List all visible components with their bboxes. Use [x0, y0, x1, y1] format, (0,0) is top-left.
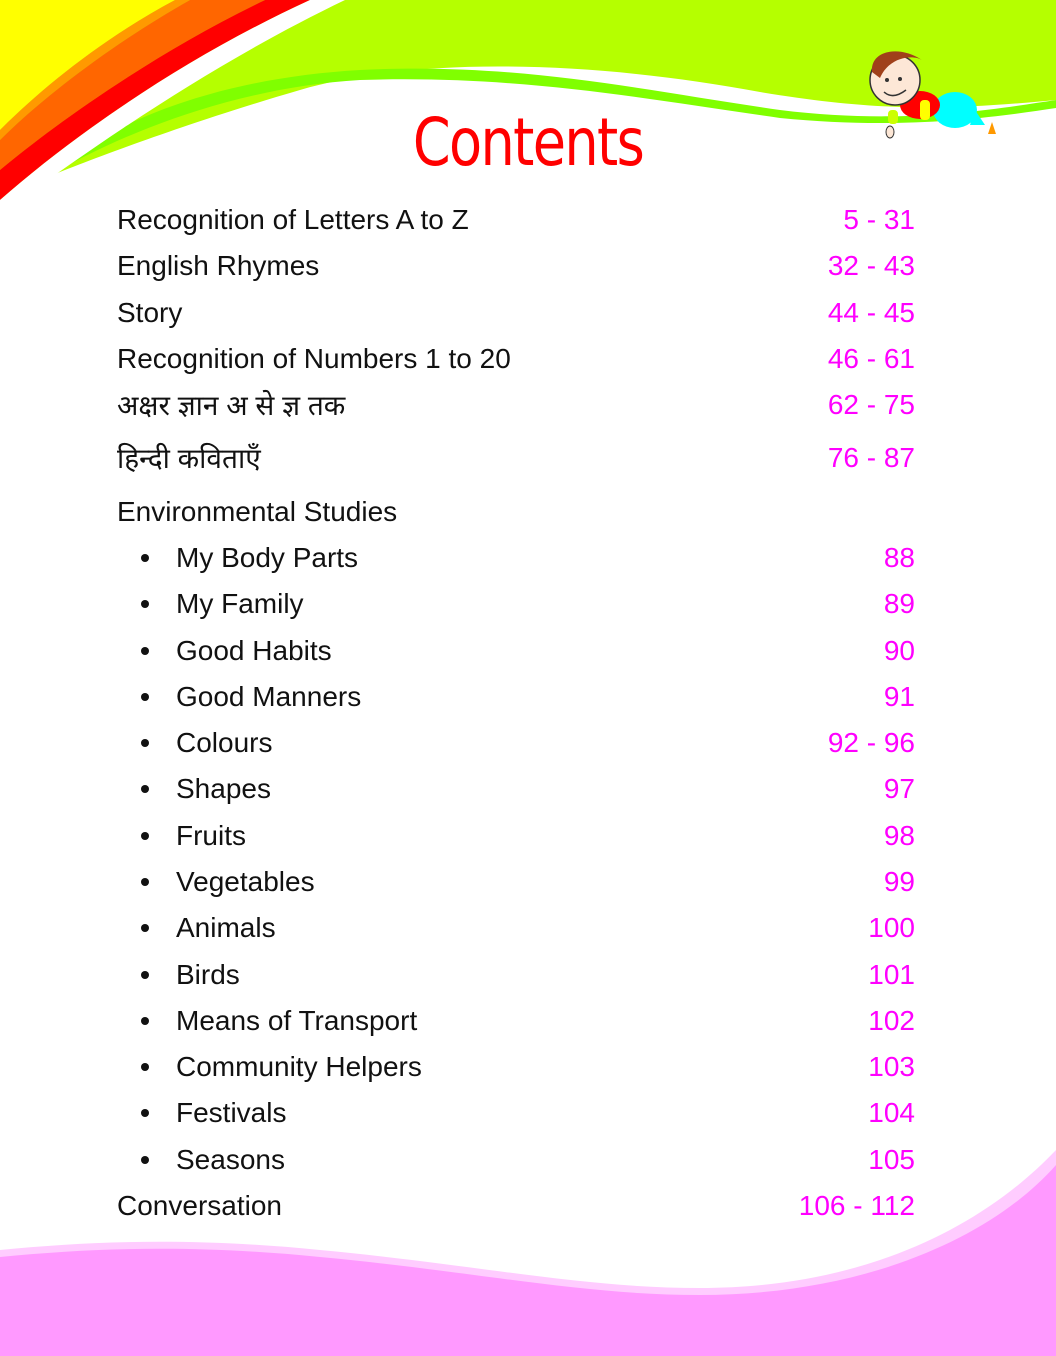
- entry-pages: 105: [868, 1143, 915, 1175]
- entry-pages: 32 - 43: [827, 250, 915, 282]
- toc-entry: [117, 243, 915, 289]
- entry-pages: 98: [883, 819, 915, 851]
- entry-label: English Rhymes: [117, 250, 320, 282]
- entry-label: My Body Parts: [141, 542, 358, 574]
- entry-pages: 102: [868, 1004, 915, 1036]
- toc-entry: [117, 428, 915, 488]
- toc-subentry: [117, 951, 915, 997]
- toc-section-heading: [117, 488, 915, 534]
- toc-subentry: [117, 1044, 915, 1090]
- toc-subentry: [117, 674, 915, 720]
- entry-pages: 62 - 75: [827, 389, 915, 421]
- entry-label: Recognition of Numbers 1 to 20: [117, 343, 511, 375]
- entry-label: Animals: [141, 912, 276, 944]
- entry-label: Environmental Studies: [117, 495, 398, 527]
- toc-subentry: [117, 1090, 915, 1136]
- entry-pages: 88: [883, 541, 915, 573]
- entry-pages: 5 - 31: [843, 204, 915, 236]
- entry-pages: 106 - 112: [798, 1190, 915, 1222]
- entry-label: Seasons: [141, 1144, 285, 1176]
- entry-pages: 91: [883, 680, 915, 712]
- entry-pages: 97: [883, 773, 915, 805]
- entry-pages: 99: [883, 866, 915, 897]
- table-of-contents: [117, 197, 915, 1229]
- toc-subentry: [117, 859, 915, 905]
- entry-pages: 90: [883, 634, 915, 666]
- toc-subentry: [117, 720, 915, 766]
- toc-entry: [117, 382, 915, 428]
- toc-entry: [117, 336, 915, 382]
- entry-pages: 104: [868, 1097, 915, 1129]
- toc-subentry: [117, 581, 915, 627]
- page-title: Contents: [412, 104, 644, 181]
- toc-subentry: [117, 766, 915, 812]
- entry-label: Conversation: [117, 1190, 282, 1222]
- toc-subentry: [117, 535, 915, 581]
- entry-label: Recognition of Letters A to Z: [117, 204, 469, 236]
- entry-label: Good Habits: [141, 635, 332, 667]
- entry-label: Festivals: [141, 1097, 286, 1129]
- entry-label: Good Manners: [141, 681, 361, 713]
- entry-label: Community Helpers: [141, 1051, 422, 1083]
- toc-subentry: [117, 627, 915, 673]
- entry-pages: 46 - 61: [827, 343, 915, 375]
- toc-entry: [117, 1183, 915, 1229]
- entry-label: My Family: [141, 588, 304, 620]
- entry-pages: 76 - 87: [827, 442, 915, 474]
- entry-pages: 89: [883, 588, 915, 620]
- entry-label: Means of Transport: [141, 1005, 417, 1037]
- entry-label: हिन्दी कविताएँ: [117, 443, 261, 475]
- toc-entry: [117, 290, 915, 336]
- entry-label: Shapes: [141, 773, 271, 805]
- entry-label: अक्षर ज्ञान अ से ज्ञ तक: [117, 390, 346, 422]
- entry-label: Birds: [141, 959, 240, 991]
- toc-subentry: [117, 998, 915, 1044]
- toc-entry: [117, 197, 915, 243]
- entry-label: Vegetables: [141, 866, 315, 898]
- entry-pages: 100: [868, 912, 915, 944]
- toc-subentry: [117, 905, 915, 951]
- toc-subentry: [117, 813, 915, 859]
- entry-pages: 92 - 96: [827, 727, 915, 759]
- toc-subentry: [117, 1137, 915, 1183]
- entry-label: Fruits: [141, 820, 246, 852]
- entry-label: Colours: [141, 727, 272, 759]
- entry-label: Story: [117, 296, 183, 328]
- entry-pages: 101: [868, 958, 915, 990]
- entry-pages: 103: [868, 1051, 915, 1083]
- entry-pages: 44 - 45: [827, 296, 915, 328]
